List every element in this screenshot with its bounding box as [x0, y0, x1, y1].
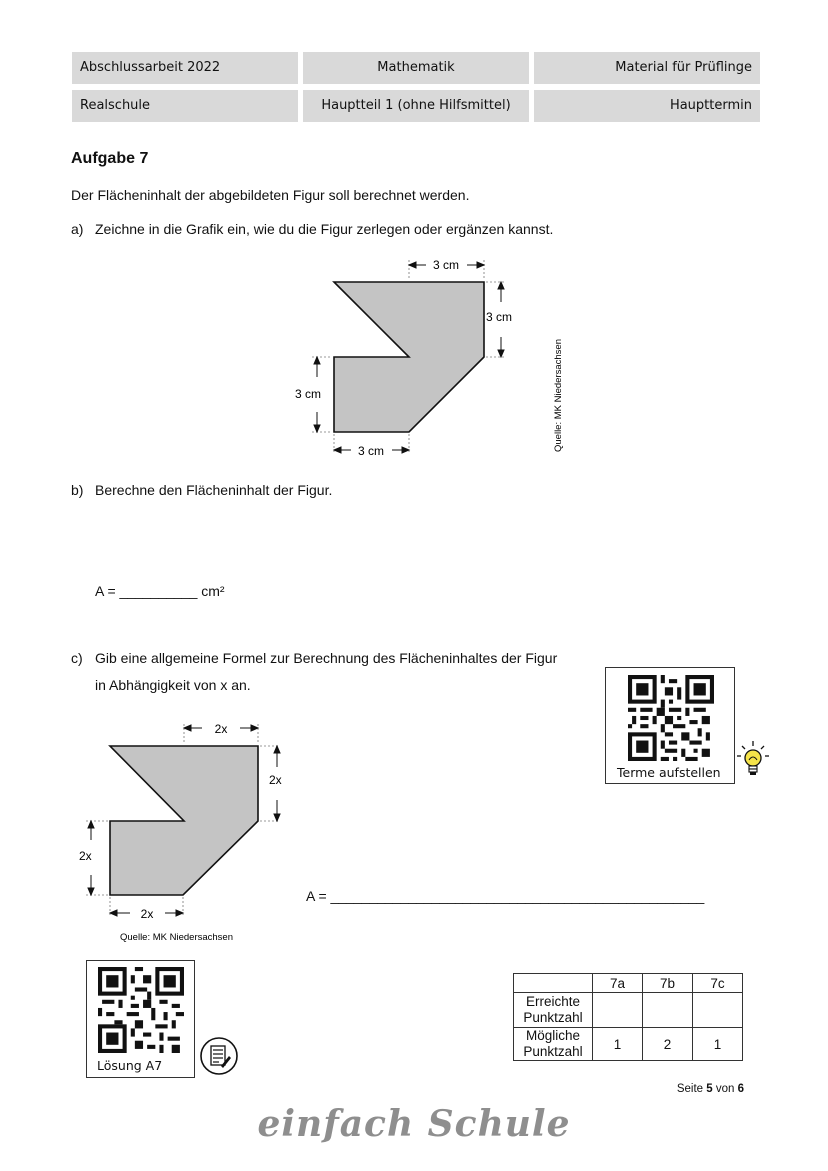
page-current: 5 — [706, 1083, 713, 1095]
score-achieved-7b[interactable] — [643, 993, 693, 1028]
part-b-text: Berechne den Flächeninhalt der Figur. — [95, 482, 333, 498]
part-c-text-2: in Abhängigkeit von x an. — [95, 677, 251, 693]
qr-code-icon[interactable] — [97, 967, 185, 1053]
page-number — [677, 1083, 744, 1095]
dim-left-label: 3 cm — [295, 387, 322, 401]
score-row-achieved-label-1: Erreichte — [525, 994, 581, 1009]
header-part: Hauptteil 1 (ohne Hilfsmittel) — [303, 90, 529, 122]
page-middle: von — [712, 1083, 738, 1095]
part-a-label: a) — [71, 221, 84, 237]
dim-right-label: 2x — [269, 773, 282, 787]
figure-x — [70, 715, 300, 945]
qr-solution-box[interactable] — [86, 960, 195, 1078]
figure-cm — [280, 252, 590, 462]
score-header-7b: 7b — [643, 974, 693, 993]
page-prefix: Seite — [676, 1083, 707, 1095]
page-total: 6 — [737, 1083, 744, 1095]
score-possible-7c: 1 — [693, 1028, 743, 1061]
score-header-7a: 7a — [593, 974, 643, 993]
figure-x-shape — [110, 746, 258, 895]
dim-top-label: 3 cm — [432, 258, 460, 272]
header-school: Realschule — [72, 90, 298, 122]
task-title: Aufgabe 7 — [71, 150, 149, 167]
part-c-text-1: Gib eine allgemeine Formel zur Berechnung des Flächeninhaltes der Figur — [95, 650, 558, 666]
lightbulb-icon — [736, 740, 770, 782]
score-header-7c: 7c — [693, 974, 743, 993]
qr-hint-box[interactable] — [605, 667, 735, 784]
brand-watermark: einfach Schule — [257, 1103, 571, 1145]
part-b-label: b) — [71, 482, 84, 498]
score-row-achieved-label-2: Punktzahl — [523, 1010, 583, 1025]
score-row-achieved-label — [514, 993, 593, 1028]
document-icon — [199, 1036, 239, 1076]
figure-cm-shape — [334, 282, 484, 432]
source-caption: Quelle: MK Niedersachsen — [120, 932, 233, 943]
dim-bottom-label: 2x — [140, 907, 154, 921]
part-a-text: Zeichne in die Grafik ein, wie du die Figur zerlegen oder ergänzen kannst. — [95, 221, 554, 237]
score-possible-7a: 1 — [593, 1028, 643, 1061]
score-row-possible-label — [514, 1028, 593, 1061]
dim-right-label: 3 cm — [486, 310, 513, 324]
qr-hint-label: Terme aufstellen — [617, 765, 721, 780]
header-date: Haupttermin — [534, 90, 760, 122]
qr-solution-label: Lösung A7 — [97, 1058, 163, 1073]
part-b-answer: A = __________ cm² — [95, 583, 225, 599]
task-intro: Der Flächeninhalt der abgebildeten Figur soll berechnet werden. — [71, 187, 470, 203]
score-table — [513, 973, 743, 1061]
part-c-answer: A = ________________________________________________ — [306, 888, 705, 904]
header-subject: Mathematik — [303, 52, 529, 84]
header-material: Material für Prüflinge — [534, 52, 760, 84]
score-row-possible-label-2: Punktzahl — [523, 1044, 583, 1059]
score-achieved-7c[interactable] — [693, 993, 743, 1028]
header-exam: Abschlussarbeit 2022 — [72, 52, 298, 84]
score-row-possible-label-1: Mögliche — [525, 1028, 581, 1043]
source-rotated: Quelle: MK Niedersachsen — [553, 339, 564, 452]
score-achieved-7a[interactable] — [593, 993, 643, 1028]
score-header-empty — [514, 974, 593, 993]
dim-top-label: 2x — [214, 722, 228, 736]
qr-code-icon[interactable] — [626, 675, 716, 761]
dim-bottom-label: 3 cm — [357, 444, 385, 458]
dim-left-label: 2x — [79, 849, 92, 863]
part-c-label: c) — [71, 650, 83, 666]
score-possible-7b: 2 — [643, 1028, 693, 1061]
